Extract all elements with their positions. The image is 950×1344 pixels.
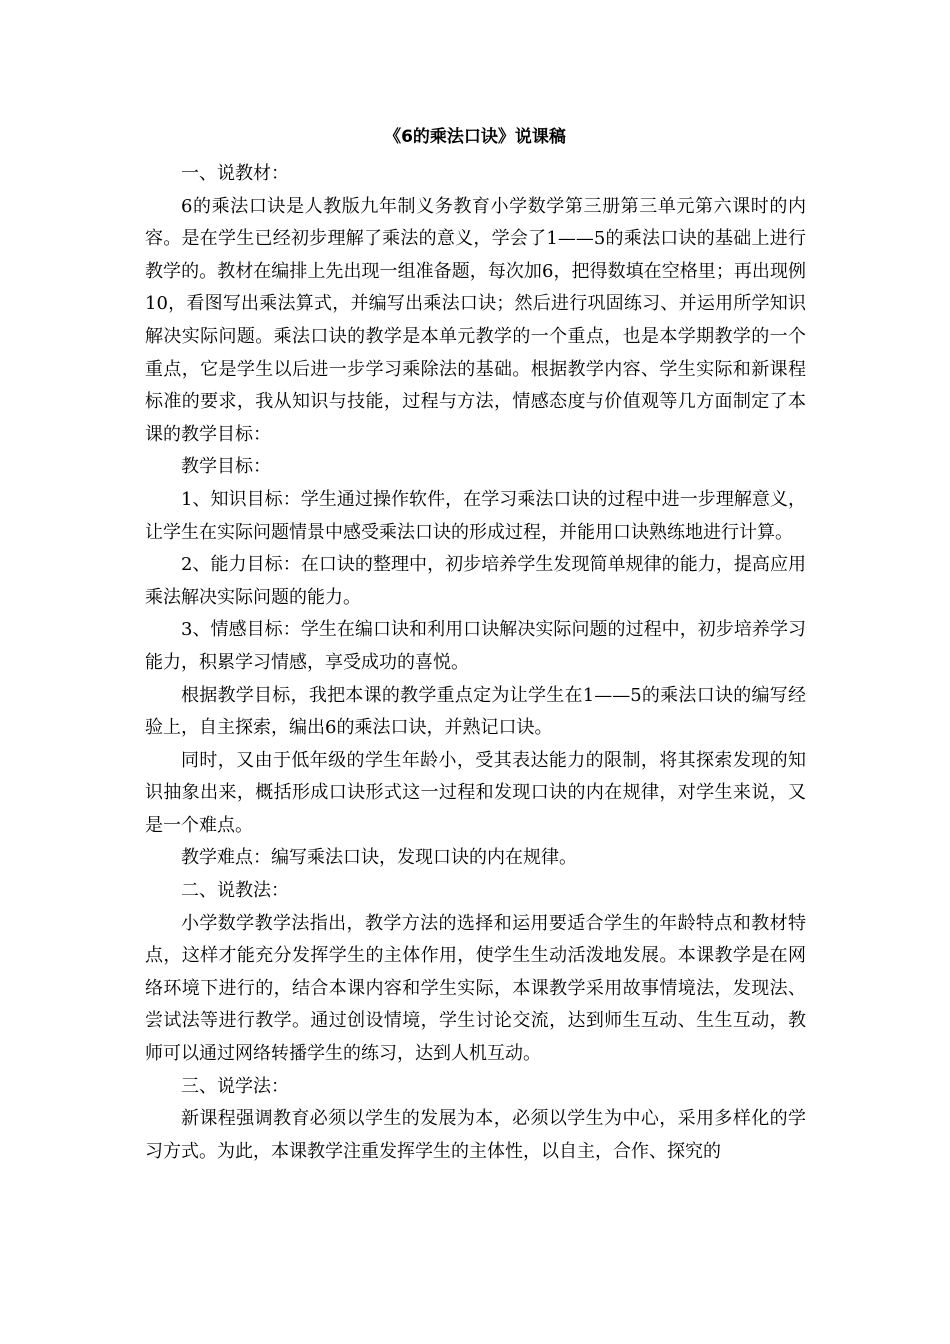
document-body	[145, 158, 806, 1168]
paragraph-teaching-method: 小学数学教学法指出，教学方法的选择和运用要适合学生的年龄特点和教材特点，这样才能充分发挥学生的主体作用，使学生生动活泼地发展。本课教学是在网络环境下进行的，结合本课内容和学生实际，本课教学采用故事情境法，发现法、尝试法等进行教学。通过创设情境，学生讨论交流，达到师生互动、生生互动，教师可以通过网络转播学生的练习，达到人机互动。	[145, 912, 806, 1065]
section-heading-teaching-method: 二、说教法：	[181, 880, 289, 902]
paragraph-textbook-intro: 6的乘法口诀是人教版九年制义务教育小学数学第三册第三单元第六课时的内容。是在学生已经初步理解了乘法的意义，学会了1——5的乘法口诀的基础上进行教学的。教材在编排上先出现一组准备题，每次加6，把得数填在空格里；再出现例10，看图写出乘法算式，并编写出乘法口诀；然后进行巩固练习、并运用所学知识解决实际问题。乘法口诀的教学是本单元教学的一个重点，也是本学期教学的一个重点，它是学生以后进一步学习乘除法的基础。根据教学内容、学生实际和新课程标准的要求，我从知识与技能，过程与方法，情感态度与价值观等几方面制定了本课的教学目标：	[145, 195, 806, 445]
paragraph-difficulty-reason: 同时，又由于低年级的学生年龄小，受其表达能力的限制，将其探索发现的知识抽象出来，概括形成口诀形式这一过程和发现口诀的内在规律，对学生来说，又是一个难点。	[145, 749, 806, 836]
teaching-goals-heading: 教学目标：	[181, 456, 271, 478]
paragraph-learning-method: 新课程强调教育必须以学生的发展为本，必须以学生为中心，采用多样化的学习方式。为此，本课教学注重发挥学生的主体性，以自主，合作、探究的	[145, 1108, 806, 1162]
section-heading-learning-method: 三、说学法：	[181, 1075, 289, 1097]
document-title: 《6的乘法口诀》说课稿	[384, 127, 566, 147]
goal-emotion: 3、情感目标：学生在编口诀和利用口诀解决实际问题的过程中，初步培养学习能力，积累学习情感，享受成功的喜悦。	[145, 619, 806, 673]
teaching-difficulty: 教学难点：编写乘法口诀，发现口诀的内在规律。	[181, 847, 577, 869]
goal-knowledge: 1、知识目标：学生通过操作软件，在学习乘法口诀的过程中进一步理解意义，让学生在实际问题情景中感受乘法口诀的形成过程，并能用口诀熟练地进行计算。	[145, 488, 806, 543]
paragraph-key-point: 根据教学目标，我把本课的教学重点定为让学生在1——5的乘法口诀的编写经验上，自主探索，编出6的乘法口诀，并熟记口诀。	[145, 684, 806, 739]
section-heading-textbook: 一、说教材：	[181, 163, 289, 184]
goal-ability: 2、能力目标：在口诀的整理中，初步培养学生发现简单规律的能力，提高应用乘法解决实际问题的能力。	[145, 554, 806, 608]
